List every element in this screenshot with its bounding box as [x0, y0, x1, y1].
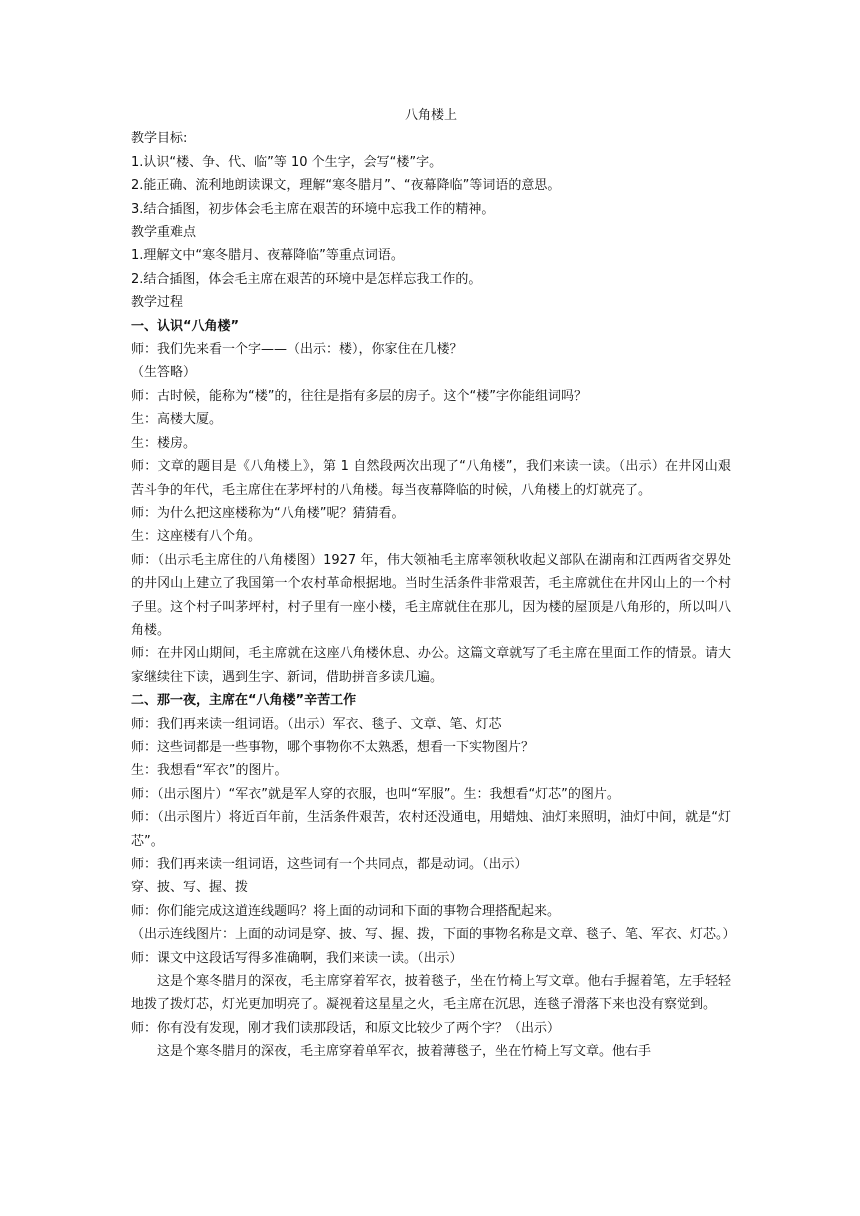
- dialogue-line: 师：课文中这段话写得多准确啊，我们来读一读。（出示）: [131, 950, 463, 966]
- objective-item: 2.能正确、流利地朗读课文，理解“寒冬腊月”、“夜幕降临”等词语的意思。: [131, 178, 561, 194]
- dialogue-line: 穿、披、写、握、拨: [131, 880, 249, 896]
- key-point-item: 2.结合插图，体会毛主席在艰苦的环境中是怎样忘我工作的。: [131, 271, 482, 287]
- dialogue-line: 生：我想看“军衣”的图片。: [131, 763, 288, 779]
- section-2-heading: 二、那一夜，主席在“八角楼”辛苦工作: [131, 693, 357, 709]
- dialogue-line: 师：你有没有发现，刚才我们读那段话，和原文比较少了两个字？（出示）: [131, 1020, 561, 1036]
- dialogue-line: （出示连线图片：上面的动词是穿、披、写、握、拨，下面的事物名称是文章、毯子、笔、军衣、灯芯。）: [131, 927, 736, 943]
- quoted-passage-original: 这是个寒冬腊月的深夜，毛主席穿着单军衣，披着薄毯子，坐在竹椅上写文章。他右手: [157, 1044, 652, 1060]
- dialogue-line: 师：这些词都是一些事物，哪个事物你不太熟悉，想看一下实物图片？: [131, 739, 535, 755]
- dialogue-line: 师：我们先来看一个字——（出示：楼），你家住在几楼？: [131, 342, 463, 358]
- dialogue-line: 生：高楼大厦。: [131, 412, 223, 428]
- dialogue-line: 师：为什么把这座楼称为“八角楼”呢？猜猜看。: [131, 505, 405, 521]
- dialogue-line: 师：在井冈山期间，毛主席就在这座八角楼休息、办公。这篇文章就写了毛主席在里面工作的情景。请大家继续往下读，遇到生字、新词，借助拼音多读几遍。: [131, 646, 731, 685]
- section-1-heading: 一、认识“八角楼”: [131, 318, 240, 334]
- dialogue-line: （生答略）: [131, 365, 197, 381]
- dialogue-line: 师：我们再来读一组词语。（出示）军衣、毯子、文章、笔、灯芯: [131, 716, 502, 732]
- key-points-heading: 教学重难点: [131, 225, 197, 241]
- dialogue-line: 师：文章的题目是《八角楼上》，第 1 自然段两次出现了“八角楼”，我们来读一读。（出示）在井冈山艰苦斗争的年代，毛主席住在茅坪村的八角楼。每当夜幕降临的时候，八角楼上的灯就亮了。: [131, 459, 731, 498]
- dialogue-line: 师：你们能完成这道连线题吗？将上面的动词和下面的事物合理搭配起来。: [131, 903, 561, 919]
- dialogue-line: 师：（出示图片）将近百年前，生活条件艰苦，农村还没通电，用蜡烛、油灯来照明，油灯中间，就是“灯芯”。: [131, 810, 731, 849]
- dialogue-line: 生：楼房。: [131, 435, 197, 451]
- dialogue-line: 师：我们再来读一组词语，这些词有一个共同点，都是动词。（出示）: [131, 857, 528, 872]
- objective-item: 3.结合插图，初步体会毛主席在艰苦的环境中忘我工作的精神。: [131, 201, 495, 217]
- dialogue-line: 师：古时候，能称为“楼”的，往往是指有多层的房子。这个“楼”字你能组词吗？: [131, 388, 587, 404]
- dialogue-line: 师：（出示毛主席住的八角楼图）1927 年，伟大领袖毛主席率领秋收起义部队在湖南和江西两省交界处的井冈山上建立了我国第一个农村革命根据地。当时生活条件非常艰苦，毛主席就住在井冈山上的一个村子里。这个村子叫茅坪村，村子里有一座小楼，毛主席就住在那儿，因为楼的屋顶是八角形的，所以叫八角楼。: [131, 552, 731, 638]
- dialogue-line: 生：这座楼有八个角。: [131, 529, 262, 545]
- dialogue-line: 师：（出示图片）“军衣”就是军人穿的衣服，也叫“军服”。生：我想看“灯芯”的图片。: [131, 786, 620, 802]
- process-heading: 教学过程: [131, 295, 184, 311]
- key-point-item: 1.理解文中“寒冬腊月、夜幕降临”等重点词语。: [131, 248, 404, 264]
- document-title: 八角楼上: [404, 108, 457, 123]
- document-content: [131, 104, 736, 1064]
- objective-item: 1.认识“楼、争、代、临”等 10 个生字，会写“楼”字。: [131, 154, 443, 170]
- objectives-heading: 教学目标:: [131, 131, 188, 147]
- quoted-passage: 这是个寒冬腊月的深夜，毛主席穿着军衣，披着毯子，坐在竹椅上写文章。他右手握着笔，左手轻轻地拨了拨灯芯，灯光更加明亮了。凝视着这星星之火，毛主席在沉思，连毯子滑落下来也没有察觉到。: [131, 974, 731, 1013]
